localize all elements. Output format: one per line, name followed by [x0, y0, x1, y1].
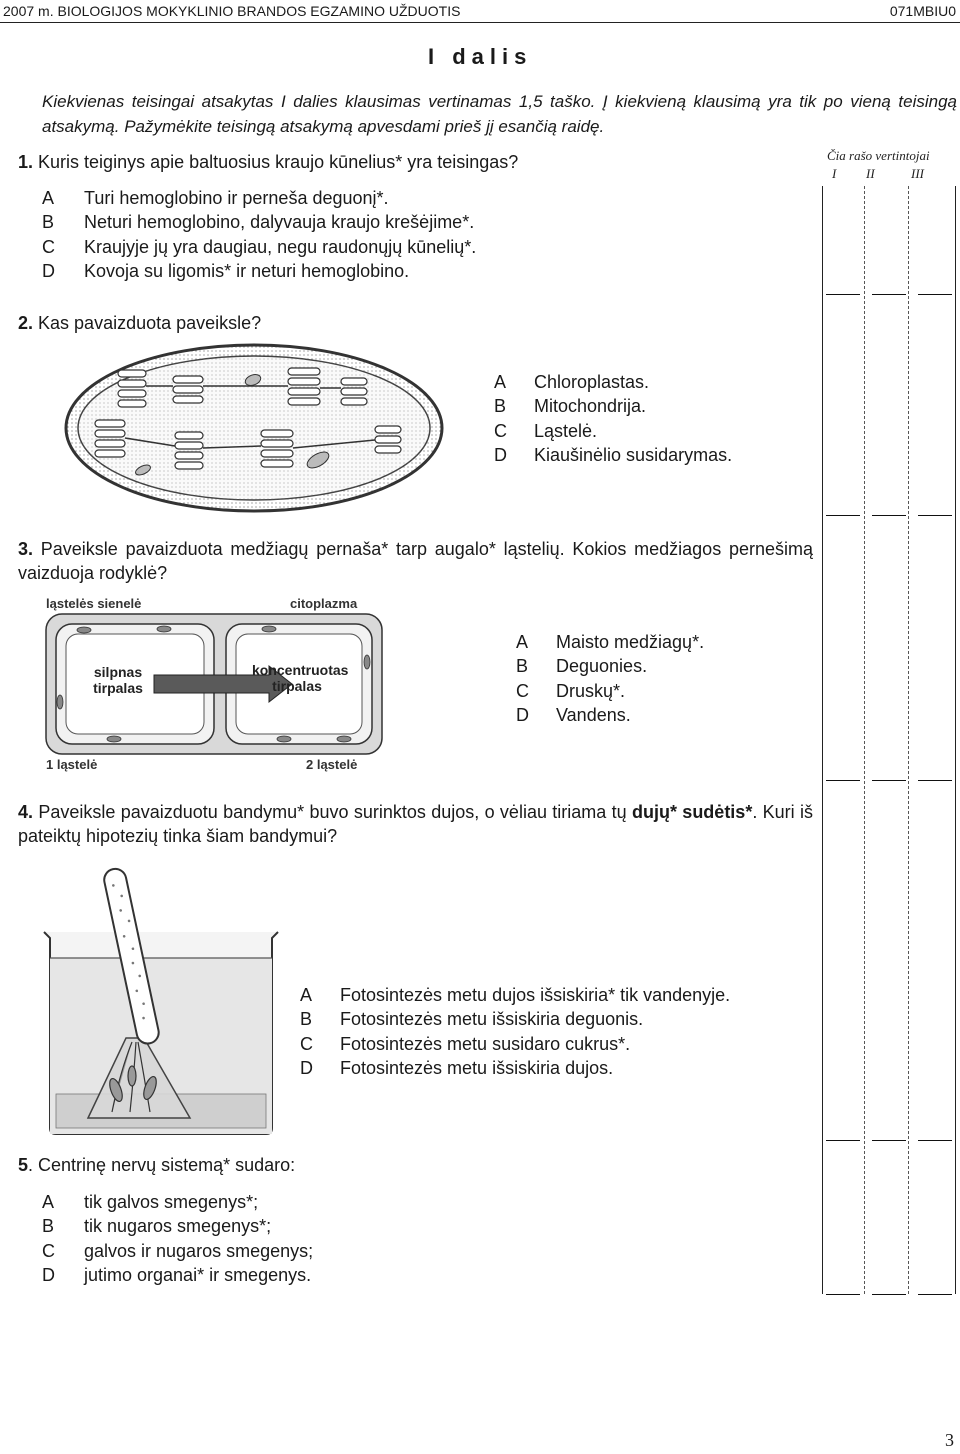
question-4: 4. Paveiksle pavaizduotu bandymu* buvo surinktos dujos, o vėliau tiriama tų dujų* sudėtis*. Kuri iš pateiktų hipotezių tinka šiam bandymui?	[18, 802, 813, 846]
label-cell-wall: ląstelės sienelė	[46, 596, 142, 611]
header-left: 2007 m. BIOLOGIJOS MOKYKLINIO BRANDOS EGZAMINO UŽDUOTIS	[3, 3, 461, 19]
option-c[interactable]: C galvos ir nugaros smegenys;	[42, 1240, 314, 1261]
option-d[interactable]: D jutimo organai* ir smegenys.	[42, 1265, 312, 1286]
mitochondrion-illustration	[63, 342, 445, 514]
option-c[interactable]: C Ląstelė.	[494, 420, 598, 441]
option-d[interactable]: D Fotosintezės metu išsiskiria dujos.	[300, 1058, 614, 1079]
sidebar-title: Čia rašo vertintojai	[827, 148, 930, 163]
label-cytoplasm: citoplazma	[290, 596, 358, 611]
instructions: Kiekvienas teisingai atsakytas I dalies klausimas vertinamas 1,5 taško. Į kiekvieną klausimą yra tik po vieną teisingą atsakymą. Pažymėkite teisingą atsakymą apvesdami prieš jį esančią raidę.	[42, 92, 957, 136]
question-1	[18, 150, 518, 174]
option-a[interactable]: A tik galvos smegenys*;	[42, 1192, 259, 1212]
question-text: Kuris teiginys apie baltuosius kraujo kūnelius* yra teisingas?	[38, 152, 519, 172]
option-b[interactable]: B Fotosintezės metu išsiskiria deguonis.	[300, 1009, 644, 1030]
question-5: 5. Centrinę nervų sistemą* sudaro:	[18, 1155, 296, 1175]
option-d[interactable]: D Vandens.	[516, 705, 631, 726]
sidebar-col-3: III	[911, 166, 924, 181]
option-a[interactable]: A Maisto medžiagų*.	[516, 632, 705, 652]
q5-options	[42, 1190, 313, 1288]
page-number: 3	[945, 1430, 954, 1450]
option-c[interactable]: C Druskų*.	[516, 680, 626, 701]
sidebar-col-1: I	[832, 166, 837, 181]
option-b[interactable]: B Neturi hemoglobino, dalyvauja kraujo krešėjime*.	[42, 212, 475, 233]
option-b[interactable]: B Deguonies.	[516, 656, 648, 677]
option-d[interactable]: D Kiaušinėlio susidarymas.	[494, 445, 733, 466]
option-b[interactable]: B tik nugaros smegenys*;	[42, 1216, 272, 1237]
option-a[interactable]: A Fotosintezės metu dujos išsiskiria* tik vandenyje.	[300, 985, 731, 1005]
option-d[interactable]: D Kovoja su ligomis* ir neturi hemoglobino.	[42, 261, 410, 282]
label-cell-1: 1 ląstelė	[46, 757, 98, 772]
option-c[interactable]: C Fotosintezės metu susidaro cukrus*.	[300, 1033, 631, 1054]
label-weak-solution: silpnas tirpalas	[93, 664, 143, 696]
q1-options	[42, 186, 476, 284]
q3-options	[516, 630, 704, 728]
question-number: 1.	[18, 152, 34, 172]
option-c[interactable]: C Kraujyje jų yra daugiau, negu raudonųjų kūnelių*.	[42, 236, 477, 257]
header-right: 071MBIU0	[889, 3, 956, 19]
q4-options	[300, 983, 730, 1081]
sidebar-col-2: II	[866, 166, 875, 181]
part-title: I dalis	[428, 44, 533, 69]
label-cell-2: 2 ląstelė	[306, 757, 358, 772]
label-strong-solution: koncentruotas tirpalas	[252, 662, 349, 694]
header-rule	[0, 22, 960, 23]
question-3: 3. Paveiksle pavaizduota medžiagų pernaša* tarp augalo* ląstelių. Kokios medžiagos pernešimą vaizduoja rodyklė?	[18, 539, 813, 583]
option-a[interactable]: A Turi hemoglobino ir perneša deguonį*.	[42, 188, 389, 208]
question-2: 2. Kas pavaizduota paveiksle?	[18, 313, 262, 333]
option-a[interactable]: A Chloroplastas.	[494, 372, 650, 392]
option-b[interactable]: B Mitochondrija.	[494, 396, 647, 417]
test-tube-experiment-illustration	[40, 862, 280, 1138]
q2-options	[494, 370, 732, 468]
